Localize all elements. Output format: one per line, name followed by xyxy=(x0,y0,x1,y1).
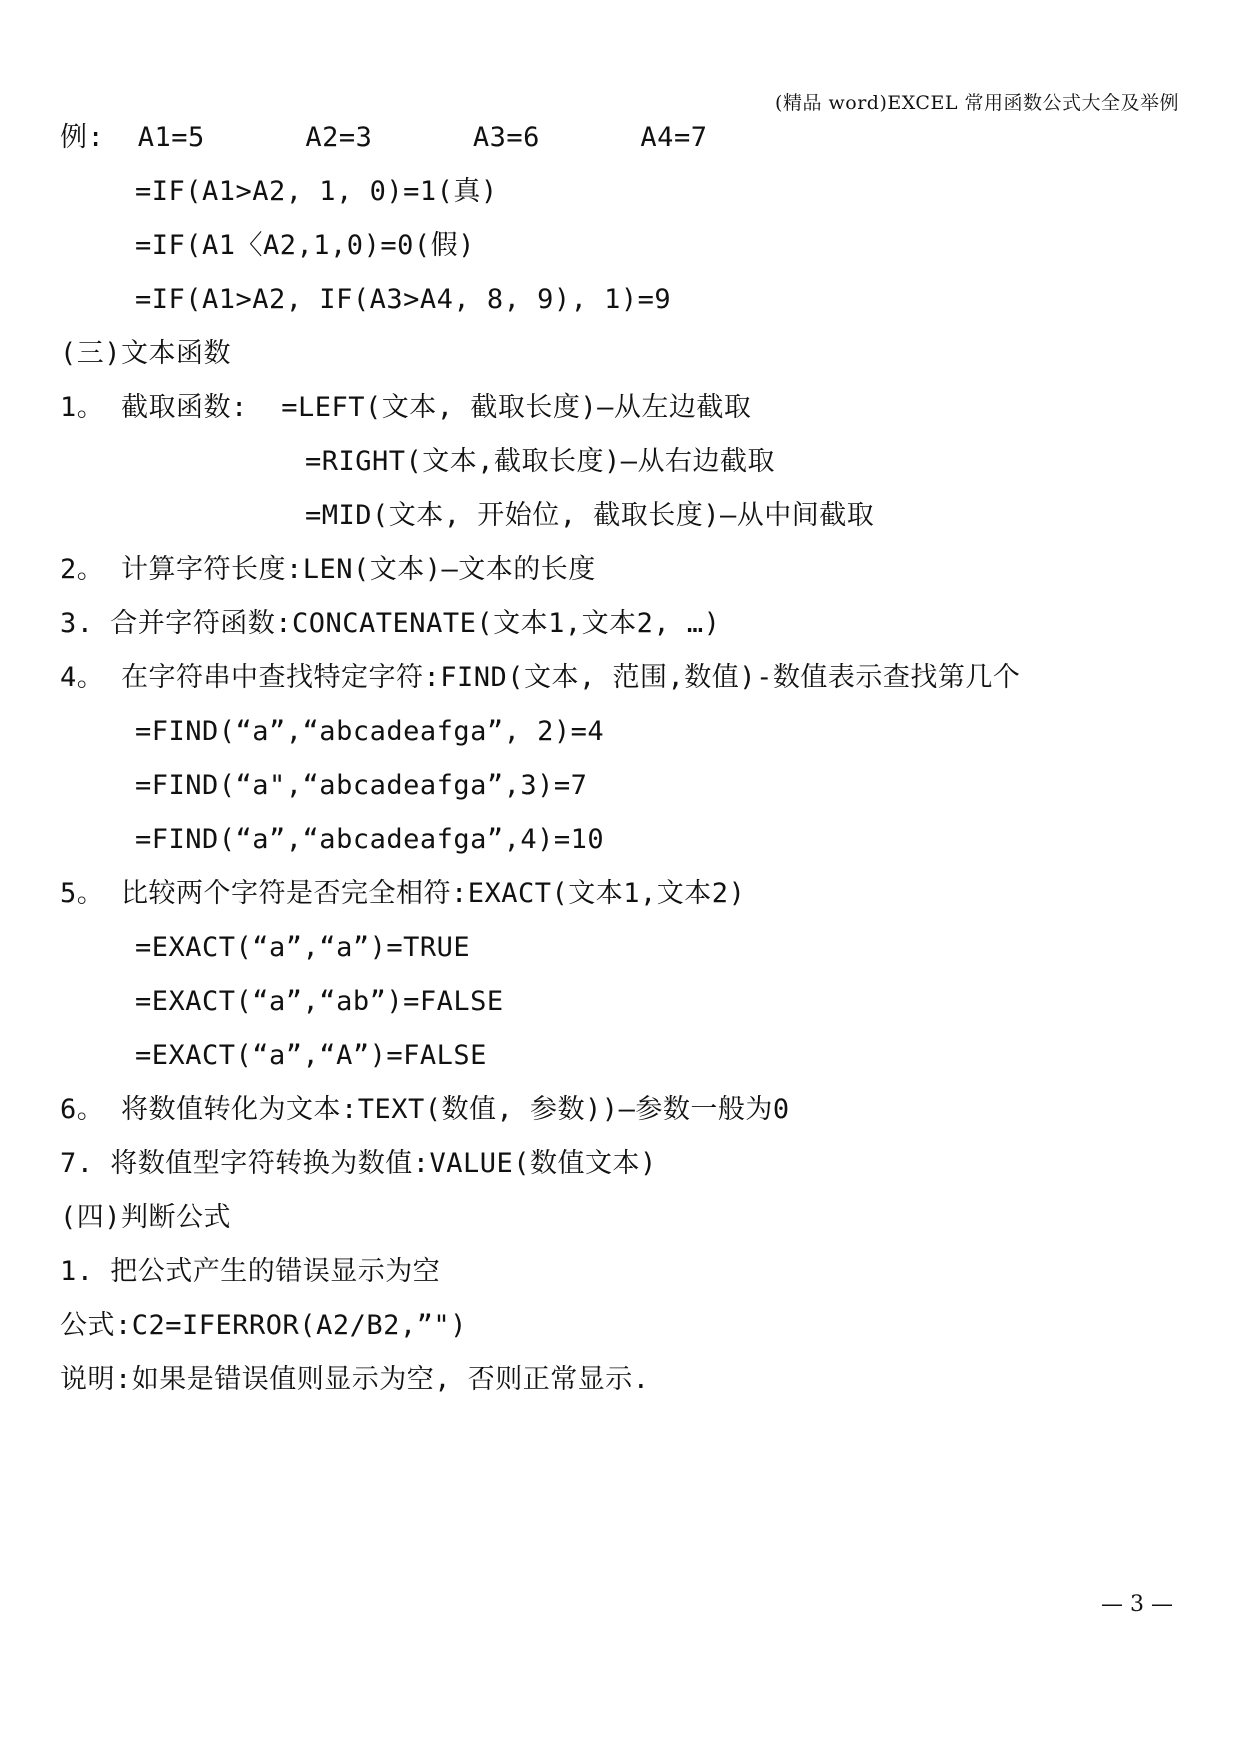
if-example-1: =IF(A1>A2, 1, 0)=1(真) xyxy=(135,176,498,207)
item-6-text-function: 6。 将数值转化为文本:TEXT(数值, 参数))—参数一般为0 xyxy=(60,1094,790,1125)
section-heading-judgment-formulas: (四)判断公式 xyxy=(60,1202,232,1233)
if-example-2: =IF(A1〈A2,1,0)=0(假) xyxy=(135,230,475,261)
item-2-len-function: 2。 计算字符长度:LEN(文本)—文本的长度 xyxy=(60,554,596,585)
iferror-explanation-line: 说明:如果是错误值则显示为空, 否则正常显示. xyxy=(60,1364,650,1395)
exact-example-2: =EXACT(“a”,“ab”)=FALSE xyxy=(135,986,504,1017)
iferror-formula-line: 公式:C2=IFERROR(A2/B2,”") xyxy=(60,1310,467,1341)
item-3-concatenate-function: 3. 合并字符函数:CONCATENATE(文本1,文本2, …) xyxy=(60,608,721,639)
if-example-3: =IF(A1>A2, IF(A3>A4, 8, 9), 1)=9 xyxy=(135,284,672,315)
exact-example-3: =EXACT(“a”,“A”)=FALSE xyxy=(135,1040,487,1071)
exact-example-1: =EXACT(“a”,“a”)=TRUE xyxy=(135,932,471,963)
judgment-item-1: 1. 把公式产生的错误显示为空 xyxy=(60,1256,441,1287)
mid-function-line: =MID(文本, 开始位, 截取长度)—从中间截取 xyxy=(305,500,875,531)
find-example-3: =FIND(“a”,“abcadeafga”,4)=10 xyxy=(135,824,605,855)
page-header-title: (精品 word)EXCEL 常用函数公式大全及举例 xyxy=(775,92,1179,114)
item-4-find-function: 4。 在字符串中查找特定字符:FIND(文本, 范围,数值)-数值表示查找第几个 xyxy=(60,662,1021,693)
right-function-line: =RIGHT(文本,截取长度)—从右边截取 xyxy=(305,446,776,477)
example-values-line: 例: A1=5 A2=3 A3=6 A4=7 xyxy=(60,122,708,153)
find-example-1: =FIND(“a”,“abcadeafga”, 2)=4 xyxy=(135,716,605,747)
section-heading-text-functions: (三)文本函数 xyxy=(60,338,232,369)
item-5-exact-function: 5。 比较两个字符是否完全相符:EXACT(文本1,文本2) xyxy=(60,878,746,909)
item-7-value-function: 7. 将数值型字符转换为数值:VALUE(数值文本) xyxy=(60,1148,657,1179)
item-1-left-function: 1。 截取函数: =LEFT(文本, 截取长度)—从左边截取 xyxy=(60,392,752,423)
find-example-2: =FIND(“a",“abcadeafga”,3)=7 xyxy=(135,770,588,801)
page-number: — 3 — xyxy=(1101,1592,1173,1617)
